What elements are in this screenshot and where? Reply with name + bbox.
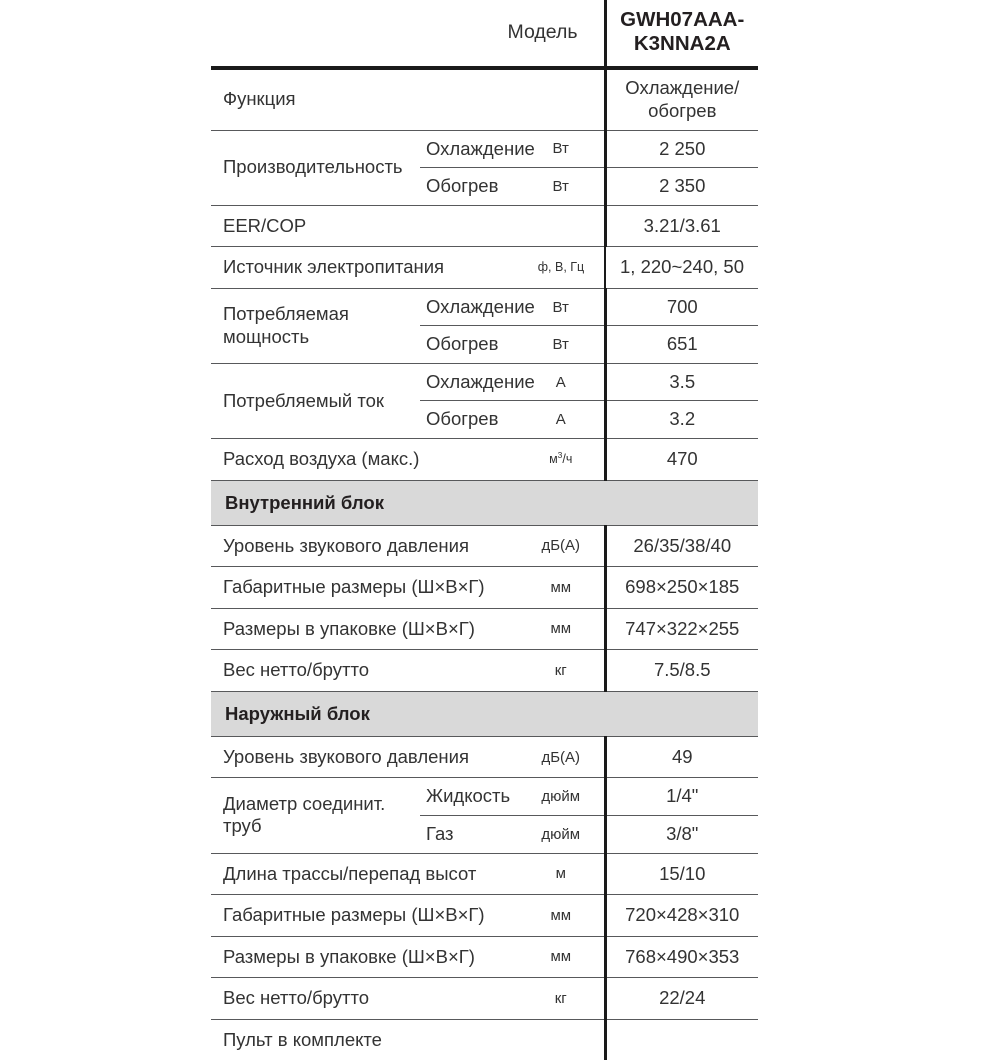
function-value-line2: обогрев [648,99,717,121]
pipe-diameter-label-line1: Диаметр соединит. [223,792,386,814]
power-input-heating-unit: Вт [524,326,605,364]
power-input-cooling-unit: Вт [524,288,605,326]
section-band-outdoor-unit [211,691,758,736]
row-indoor-noise [211,525,758,567]
outdoor-unit-band-title: Наружный блок [211,691,758,736]
eer-cop-value: 3.21/3.61 [605,205,758,247]
row-outdoor-weight [211,978,758,1020]
outdoor-weight-value: 22/24 [605,978,758,1020]
remote-included-label: Пульт в комплекте [211,1019,605,1060]
row-function [211,68,758,130]
current-heating-unit: А [524,401,605,439]
indoor-weight-label: Вес нетто/брутто [211,650,524,692]
pipe-diameter-gas-value: 3/8" [605,815,758,853]
row-eer-cop [211,205,758,247]
pipe-diameter-liquid-value: 1/4" [605,778,758,816]
power-input-cooling-sublabel: Охлаждение [420,288,524,326]
row-capacity-cooling [211,130,758,168]
capacity-heating-unit: Вт [524,168,605,206]
row-remote-included [211,1019,758,1060]
airflow-unit-tail: /ч [562,452,573,467]
outdoor-package-dimensions-label: Размеры в упаковке (Ш×В×Г) [211,936,524,978]
specification-table [211,0,758,1060]
row-outdoor-noise [211,736,758,778]
indoor-dimensions-unit: мм [524,567,605,609]
current-cooling-value: 3.5 [605,363,758,401]
current-heating-sublabel: Обогрев [420,401,524,439]
outdoor-weight-label: Вес нетто/брутто [211,978,524,1020]
row-indoor-package-dimensions [211,608,758,650]
pipe-length-unit: м [524,853,605,895]
capacity-cooling-value: 2 250 [605,130,758,168]
indoor-dimensions-value: 698×250×185 [605,567,758,609]
row-indoor-weight [211,650,758,692]
function-value-line1: Охлаждение/ [625,77,740,99]
pipe-diameter-liquid-unit: дюйм [524,778,605,816]
current-label: Потребляемый ток [211,363,420,438]
outdoor-dimensions-value: 720×428×310 [605,895,758,937]
row-power-input-cooling [211,288,758,326]
outdoor-noise-unit: дБ(А) [524,736,605,778]
power-input-label-line1: Потребляемая [223,303,349,325]
airflow-value: 470 [605,439,758,481]
airflow-unit-exponent: 3 [557,450,563,461]
capacity-cooling-sublabel: Охлаждение [420,130,524,168]
indoor-package-dimensions-label: Размеры в упаковке (Ш×В×Г) [211,608,524,650]
current-cooling-sublabel: Охлаждение [420,363,524,401]
indoor-weight-value: 7.5/8.5 [605,650,758,692]
pipe-diameter-label [211,778,420,853]
outdoor-noise-label: Уровень звукового давления [211,736,524,778]
row-outdoor-package-dimensions [211,936,758,978]
current-heating-value: 3.2 [605,401,758,439]
airflow-unit [524,439,605,481]
indoor-dimensions-label: Габаритные размеры (Ш×В×Г) [211,567,524,609]
eer-cop-label: EER/COP [211,205,605,247]
indoor-noise-unit: дБ(А) [524,525,605,567]
row-outdoor-dimensions [211,895,758,937]
row-power-supply [211,247,758,289]
outdoor-package-dimensions-value: 768×490×353 [605,936,758,978]
row-indoor-dimensions [211,567,758,609]
power-supply-value: 1, 220~240, 50 [605,247,758,289]
row-airflow [211,439,758,481]
outdoor-dimensions-label: Габаритные размеры (Ш×В×Г) [211,895,524,937]
function-label: Функция [211,68,605,130]
indoor-package-dimensions-value: 747×322×255 [605,608,758,650]
power-supply-label: Источник электропитания [211,247,524,289]
pipe-diameter-liquid-sublabel: Жидкость [420,778,524,816]
pipe-diameter-gas-sublabel: Газ [420,815,524,853]
outdoor-noise-value: 49 [605,736,758,778]
section-band-indoor-unit [211,480,758,525]
capacity-cooling-unit: Вт [524,130,605,168]
row-current-cooling [211,363,758,401]
pipe-diameter-gas-unit: дюйм [524,815,605,853]
indoor-noise-label: Уровень звукового давления [211,525,524,567]
pipe-length-value: 15/10 [605,853,758,895]
pipe-diameter-label-line2: труб [223,815,262,837]
power-input-cooling-value: 700 [605,288,758,326]
current-cooling-unit: А [524,363,605,401]
indoor-weight-unit: кг [524,650,605,692]
model-value-line2: K3NNA2A [633,32,731,55]
model-value-line1: GWH07AAA- [620,7,745,31]
capacity-heating-value: 2 350 [605,168,758,206]
model-value [605,0,758,68]
power-input-label-line2: мощность [223,325,310,347]
power-input-label [211,288,420,363]
outdoor-package-dimensions-unit: мм [524,936,605,978]
outdoor-dimensions-unit: мм [524,895,605,937]
indoor-package-dimensions-unit: мм [524,608,605,650]
power-supply-unit: ф, В, Гц [524,247,605,289]
indoor-unit-band-title: Внутренний блок [211,480,758,525]
power-input-heating-value: 651 [605,326,758,364]
airflow-label: Расход воздуха (макс.) [211,439,524,481]
indoor-noise-value: 26/35/38/40 [605,525,758,567]
capacity-heating-sublabel: Обогрев [420,168,524,206]
power-input-heating-sublabel: Обогрев [420,326,524,364]
model-label: Модель [507,21,578,44]
function-value [605,68,758,130]
airflow-unit-base: м [549,452,558,467]
specification-table-container [211,0,758,1060]
outdoor-weight-unit: кг [524,978,605,1020]
pipe-length-label: Длина трассы/перепад высот [211,853,524,895]
capacity-label: Производительность [211,130,420,205]
table-header-row [211,0,758,68]
row-pipe-length [211,853,758,895]
remote-included-value [605,1019,758,1060]
row-pipe-diameter-liquid [211,778,758,816]
